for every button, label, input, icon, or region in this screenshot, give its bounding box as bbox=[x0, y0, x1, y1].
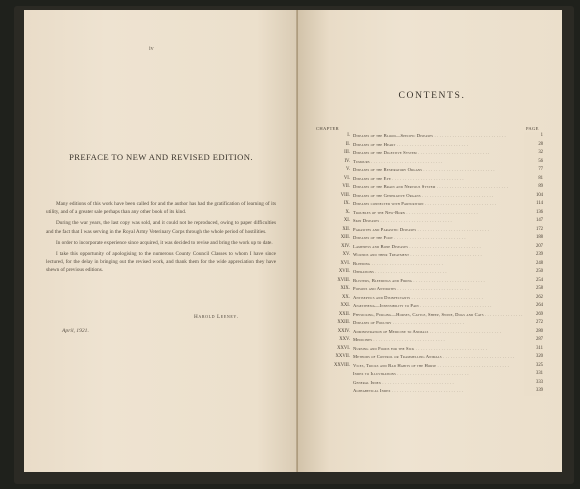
contents-list bbox=[315, 132, 543, 396]
chapter-page: 258 bbox=[524, 285, 543, 294]
contents-entry bbox=[315, 328, 543, 337]
chapter-number: XVII. bbox=[338, 269, 350, 275]
contents-entry bbox=[315, 251, 543, 260]
chapter-title: Diseases of the Generative Organs . . bbox=[353, 192, 523, 201]
chapter-title: Skin Diseases . . bbox=[353, 217, 523, 226]
chapter-number: XXIV. bbox=[337, 328, 350, 334]
contents-entry bbox=[315, 192, 543, 201]
chapter-page: 311 bbox=[524, 345, 543, 354]
chapter-title: Antiseptics and Disinfectants . . bbox=[353, 294, 523, 303]
preface-paragraph: In order to incorporate experience since acquired, it was decided to revise and bring the work up to date. bbox=[56, 239, 273, 246]
contents-entry bbox=[315, 336, 543, 345]
contents-entry bbox=[315, 311, 543, 320]
chapter-number: I. bbox=[347, 133, 350, 138]
contents-entry bbox=[315, 379, 543, 388]
chapter-title: Diseases of the Heart . . bbox=[353, 141, 523, 150]
chapter-number: XXV. bbox=[339, 337, 350, 343]
chapter-title: Nursing and Foods for the Sick . . bbox=[353, 345, 523, 354]
contents-entry bbox=[315, 183, 543, 192]
contents-entry bbox=[315, 260, 543, 269]
contents-entry bbox=[315, 370, 543, 379]
chapter-page: 280 bbox=[524, 328, 543, 337]
chapter-number: XXIII. bbox=[337, 320, 350, 326]
chapter-page: 331 bbox=[524, 370, 543, 379]
chapter-title: Vices, Tricks and Bad Habits of the Horse . . bbox=[353, 362, 523, 371]
chapter-page: 207 bbox=[524, 243, 543, 252]
chapter-title: Diseases connected with Parturition . . bbox=[353, 200, 523, 209]
contents-entry bbox=[315, 158, 543, 167]
preface-paragraph: During the war years, the last copy was sold, and it could not be reproduced, owing to paper difficulties and the fact that I was serving in the Royal Army Veterinary Corps through the whole period of hostilities. bbox=[46, 220, 276, 235]
preface-title: PREFACE TO NEW AND REVISED EDITION. bbox=[69, 152, 253, 162]
chapter-title: Medicines . . bbox=[353, 336, 523, 345]
chapter-title: Anæsthesia—Insensibility to Pain . . bbox=[353, 302, 523, 311]
contents-entry bbox=[315, 387, 543, 396]
chapter-number: IV. bbox=[344, 158, 350, 164]
chapter-page: 147 bbox=[524, 217, 543, 226]
chapter-number: XVI. bbox=[340, 260, 350, 266]
chapter-title: Wounds and their Treatment . . bbox=[353, 251, 523, 260]
left-page bbox=[24, 10, 298, 472]
contents-entry bbox=[315, 268, 543, 277]
contents-entry bbox=[315, 209, 543, 218]
contents-entry bbox=[315, 149, 543, 158]
chapter-page: 56 bbox=[524, 158, 543, 167]
chapter-title: Administration of Medicine to Animals . . bbox=[353, 328, 523, 337]
chapter-number: IX. bbox=[343, 201, 350, 207]
chapter-title: Diseases of the Brain and Nervous System . . bbox=[353, 183, 523, 192]
contents-entry bbox=[315, 345, 543, 354]
contents-entry bbox=[315, 294, 543, 303]
contents-entry bbox=[315, 285, 543, 294]
preface-paragraph: I take this opportunity of apologising to the numerous County Council Classes to whom I have since lectured, for the delay in bringing out the revised work, and thank them for the wide appreciation they have shewn of previous editions. bbox=[46, 251, 276, 274]
chapter-number: XV. bbox=[342, 252, 350, 258]
chapter-title: Diseases of the Blood—Specific Diseases . . bbox=[353, 132, 523, 141]
right-page bbox=[298, 10, 562, 472]
chapter-page: 333 bbox=[524, 379, 543, 388]
chapter-title: Parasites and Parasitic Diseases . . bbox=[353, 226, 523, 235]
chapter-page: 188 bbox=[524, 234, 543, 243]
chapter-number: XI. bbox=[343, 218, 350, 224]
chapter-page: 325 bbox=[524, 362, 543, 371]
contents-entry bbox=[315, 141, 543, 150]
chapter-number: V. bbox=[346, 167, 350, 173]
contents-entry bbox=[315, 362, 543, 371]
contents-entry bbox=[315, 353, 543, 362]
chapter-page: 104 bbox=[524, 192, 543, 201]
chapter-column-header: CHAPTER bbox=[316, 126, 340, 131]
chapter-page: 262 bbox=[524, 294, 543, 303]
contents-entry bbox=[315, 200, 543, 209]
chapter-page: 136 bbox=[524, 209, 543, 218]
chapter-page: 250 bbox=[524, 268, 543, 277]
chapter-number: XII. bbox=[342, 226, 350, 232]
chapter-page: 254 bbox=[524, 277, 543, 286]
chapter-title: Diseases of the Respiratory Organs . . bbox=[353, 166, 523, 175]
preface-date: April, 1921. bbox=[62, 328, 89, 334]
chapter-title: Methods of Control or Trammelling Animals . . bbox=[353, 353, 523, 362]
chapter-number: XXII. bbox=[338, 311, 350, 317]
chapter-number: XXI. bbox=[340, 303, 350, 309]
chapter-title: Troubles of the New-Born . . bbox=[353, 209, 523, 218]
chapter-page: 264 bbox=[524, 302, 543, 311]
chapter-page: 1 bbox=[524, 132, 543, 141]
chapter-number: II. bbox=[345, 141, 350, 147]
chapter-page: 269 bbox=[524, 311, 543, 320]
chapter-number: XX. bbox=[342, 294, 350, 300]
contents-entry bbox=[315, 302, 543, 311]
chapter-title: Diseases of the Foot . . bbox=[353, 234, 523, 243]
chapter-page: 248 bbox=[524, 260, 543, 269]
contents-entry bbox=[315, 234, 543, 243]
page-column-header: PAGE bbox=[526, 126, 539, 131]
chapter-page: 77 bbox=[524, 166, 543, 175]
chapter-title: General Index . . bbox=[353, 379, 523, 388]
preface-paragraph: Many editions of this work have been called for and the author has had the gratification of learning of its utility, and of a greater sale perhaps than any other book of its kind. bbox=[46, 201, 276, 216]
chapter-number: VII. bbox=[342, 184, 350, 190]
chapter-number: XXVIII. bbox=[333, 362, 350, 368]
chapter-number: XIX. bbox=[340, 286, 350, 292]
chapter-number: VIII. bbox=[340, 192, 350, 198]
chapter-number: III. bbox=[344, 150, 350, 156]
contents-entry bbox=[315, 166, 543, 175]
chapter-title: Tumours . . bbox=[353, 158, 523, 167]
contents-entry bbox=[315, 319, 543, 328]
chapter-title: Poisons and Antidotes . . bbox=[353, 285, 523, 294]
chapter-page: 320 bbox=[524, 353, 543, 362]
chapter-title: Diseases of the Eye . . bbox=[353, 175, 523, 184]
chapter-title: Alphabetical Index . . bbox=[353, 387, 523, 396]
contents-entry bbox=[315, 226, 543, 235]
contents-title: CONTENTS. bbox=[398, 90, 466, 101]
contents-entry bbox=[315, 243, 543, 252]
page-number: iv bbox=[149, 46, 154, 52]
contents-entry bbox=[315, 132, 543, 141]
chapter-title: Diseases of the Digestive System . . bbox=[353, 149, 523, 158]
chapter-number: XXVI. bbox=[337, 345, 350, 351]
chapter-page: 28 bbox=[524, 141, 543, 150]
chapter-number: VI. bbox=[343, 175, 350, 181]
chapter-page: 32 bbox=[524, 149, 543, 158]
chapter-page: 114 bbox=[524, 200, 543, 209]
chapter-page: 339 bbox=[524, 387, 543, 396]
chapter-number: X. bbox=[345, 209, 350, 215]
chapter-number: XXVII. bbox=[335, 354, 350, 360]
contents-entry bbox=[315, 175, 543, 184]
chapter-title: Bleeding . . bbox=[353, 260, 523, 269]
chapter-number: XIV. bbox=[341, 243, 350, 249]
chapter-page: 272 bbox=[524, 319, 543, 328]
chapter-page: 81 bbox=[524, 175, 543, 184]
author-signature: Harold Leeney. bbox=[194, 314, 239, 320]
chapter-page: 172 bbox=[524, 226, 543, 235]
chapter-title: Lameness and Bone Diseases . . bbox=[353, 243, 523, 252]
chapter-title: Physicking, Purging—Horses, Cattle, Sheep, Swine, Dogs and Cats . . bbox=[353, 311, 523, 320]
contents-entry bbox=[315, 277, 543, 286]
contents-entry bbox=[315, 217, 543, 226]
chapter-title: Operations . . bbox=[353, 268, 523, 277]
chapter-number: XIII. bbox=[340, 235, 350, 241]
preface-body bbox=[46, 200, 276, 278]
chapter-page: 89 bbox=[524, 183, 543, 192]
chapter-title: Blisters, Bleedings and Firing . . bbox=[353, 277, 523, 286]
chapter-title: Index to Illustrations . . bbox=[353, 370, 523, 379]
chapter-page: 239 bbox=[524, 251, 543, 260]
chapter-page: 287 bbox=[524, 336, 543, 345]
chapter-title: Diseases of Poultry . . bbox=[353, 319, 523, 328]
chapter-number: XVIII. bbox=[337, 277, 350, 283]
